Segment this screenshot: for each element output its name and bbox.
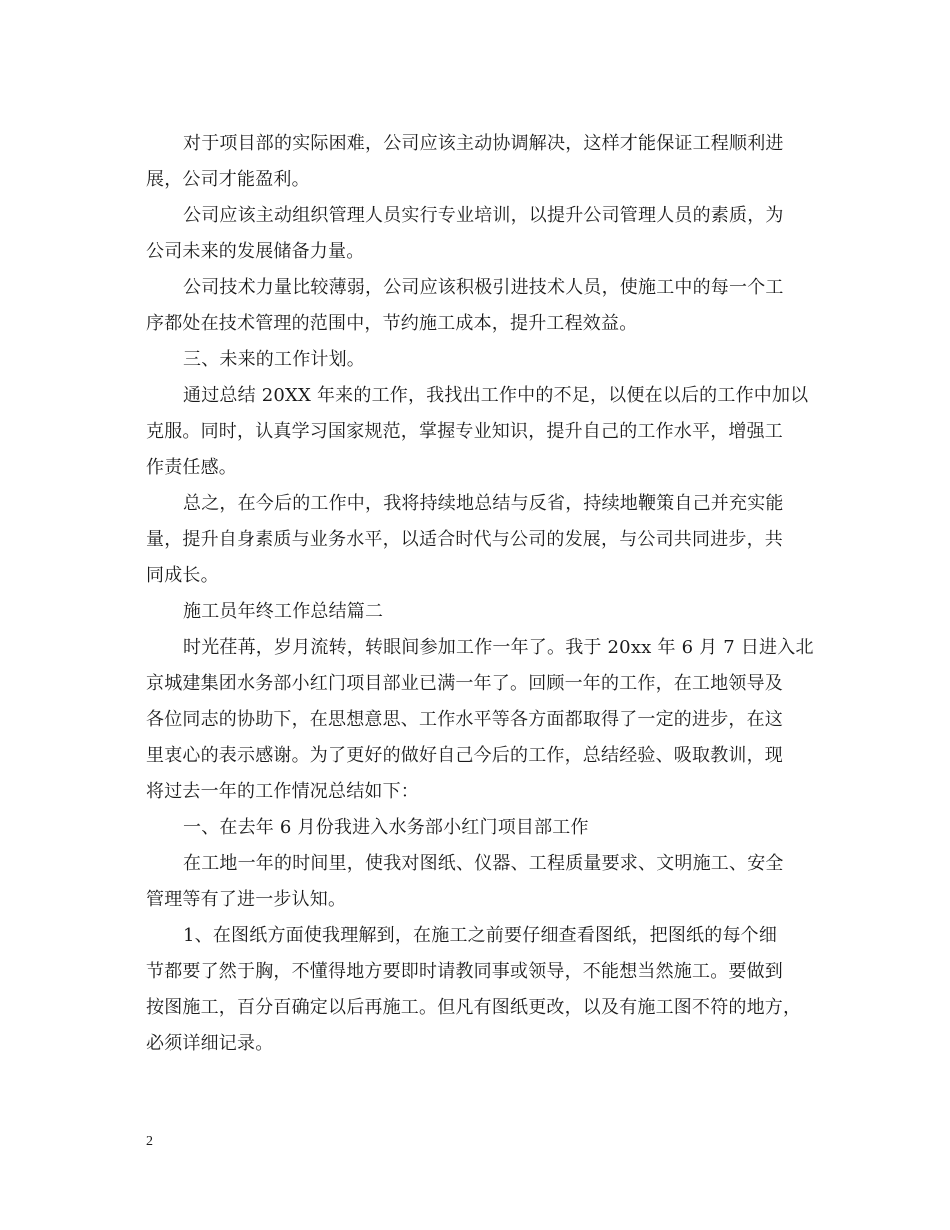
text-line: 按图施工，百分百确定以后再施工。但凡有图纸更改，以及有施工图不符的地方， (146, 997, 802, 1018)
page-number: 2 (146, 1134, 153, 1149)
text-line: 三、未来的工作计划。 (183, 349, 365, 370)
text-line: 作责任感。 (146, 457, 237, 478)
text-line: 对于项目部的实际困难，公司应该主动协调解决，这样才能保证工程顺利进 (183, 133, 784, 154)
text-line: 同成长。 (146, 565, 219, 586)
text-line: 节都要了然于胸，不懂得地方要即时请教同事或领导，不能想当然施工。要做到 (146, 961, 783, 982)
text-line: 一、在去年 6 月份我进入水务部小红门项目部工作 (183, 817, 589, 838)
text-line: 将过去一年的工作情况总结如下： (146, 781, 419, 802)
text-line: 京城建集团水务部小红门项目部业已满一年了。回顾一年的工作，在工地领导及 (146, 673, 783, 694)
text-line: 序都处在技术管理的范围中，节约施工成本，提升工程效益。 (146, 313, 638, 334)
text-line: 必须详细记录。 (146, 1033, 274, 1054)
text-line: 总之，在今后的工作中，我将持续地总结与反省，持续地鞭策自己并充实能 (183, 493, 784, 514)
text-line: 公司应该主动组织管理人员实行专业培训，以提升公司管理人员的素质，为 (183, 205, 784, 226)
text-line: 展，公司才能盈利。 (146, 169, 310, 190)
text-line: 时光荏苒，岁月流转，转眼间参加工作一年了。我于 20xx 年 6 月 7 日进入北 (183, 637, 814, 658)
text-line: 在工地一年的时间里，使我对图纸、仪器、工程质量要求、文明施工、安全 (183, 853, 784, 874)
text-line: 1、在图纸方面使我理解到，在施工之前要仔细查看图纸，把图纸的每个细 (183, 925, 778, 946)
text-line: 公司未来的发展储备力量。 (146, 241, 365, 262)
text-line: 量，提升自身素质与业务水平，以适合时代与公司的发展，与公司共同进步，共 (146, 529, 783, 550)
text-line: 施工员年终工作总结篇二 (183, 601, 384, 622)
text-line: 里衷心的表示感谢。为了更好的做好自己今后的工作，总结经验、吸取教训，现 (146, 745, 783, 766)
text-line: 管理等有了进一步认知。 (146, 889, 347, 910)
text-line: 各位同志的协助下，在思想意思、工作水平等各方面都取得了一定的进步，在这 (146, 709, 783, 730)
body-text (146, 126, 814, 1062)
text-line: 公司技术力量比较薄弱，公司应该积极引进技术人员，使施工中的每一个工 (183, 277, 784, 298)
text-line: 克服。同时，认真学习国家规范，掌握专业知识，提升自己的工作水平，增强工 (146, 421, 783, 442)
text-line: 通过总结 20XX 年来的工作，我找出工作中的不足，以便在以后的工作中加以 (183, 385, 809, 406)
